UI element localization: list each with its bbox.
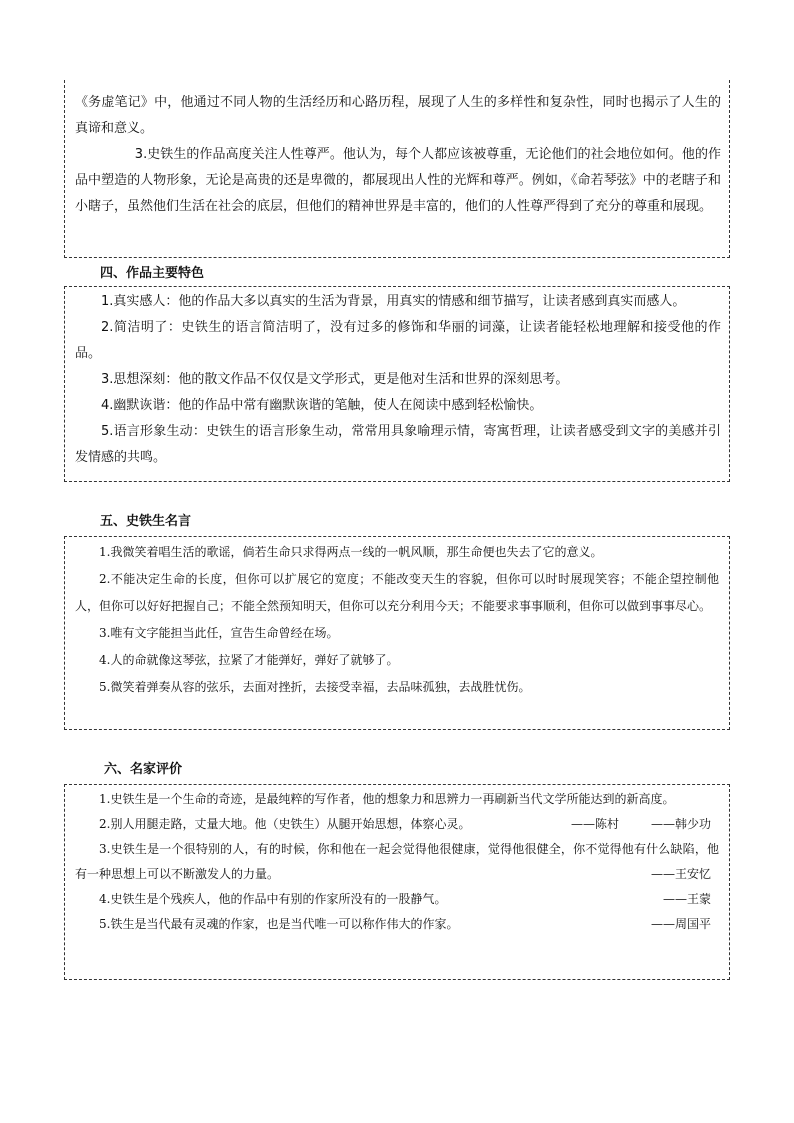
list-item [75, 887, 719, 912]
list-item: 5.微笑着弹奏从容的弦乐，去面对挫折，去接受幸福，去品味孤独，去战胜忧伤。 [99, 680, 531, 694]
section3-paragraph-3: 3.史铁生的作品高度关注人性尊严。他认为，每个人都应该被尊重，无论他们的社会地位如何。他的作品中塑造的人物形象，无论是高贵的还是卑微的，都展现出人性的光辉和尊严。例如，《命若琴弦》中的老瞎子和小瞎子，虽然他们生活在社会的底层，但他们的精神世界是丰富的，他们的人性尊严得到了充分的尊重和展现。 [75, 147, 721, 214]
section4-box [64, 286, 730, 482]
section3-paragraph-cont: 《务虚笔记》中，他通过不同人物的生活经历和心路历程，展现了人生的多样性和复杂性，同时也揭示了人生的真谛和意义。 [75, 95, 721, 136]
list-item: 3.唯有文字能担当此任，宣告生命曾经在场。 [99, 626, 339, 640]
quote-text: 5.铁生是当代最有灵魂的作家，也是当代唯一可以称作伟大的作家。 [99, 917, 459, 931]
quote-text: 2.别人用腿走路，丈量大地。他（史铁生）从腿开始思想，体察心灵。 [99, 817, 471, 831]
list-item: 1.我微笑着唱生活的歌谣，倘若生命只求得两点一线的一帆风顺，那生命便也失去了它的意义。 [99, 545, 603, 559]
list-item [75, 912, 719, 937]
list-item: 4.人的命就像这琴弦，拉紧了才能弹好，弹好了就够了。 [99, 653, 399, 667]
list-item: 4.幽默诙谐：他的作品中常有幽默诙谐的笔触，使人在阅读中感到轻松愉快。 [101, 398, 543, 413]
list-item: 3.思想深刻：他的散文作品不仅仅是文学形式，更是他对生活和世界的深刻思考。 [101, 372, 569, 387]
list-item: 2.简洁明了：史铁生的语言简洁明了，没有过多的修饰和华丽的词藻，让读者能轻松地理解和接受他的作品。 [75, 320, 721, 361]
list-item: 2.不能决定生命的长度，但你可以扩展它的宽度；不能改变天生的容貌，但你可以时时展现笑容；不能企望控制他人，但你可以好好把握自己；不能全然预知明天，但你可以充分利用今天；不能要求事事顺利，但你可以做到事事尽心。 [75, 572, 719, 613]
section3-box [64, 80, 730, 258]
list-item [75, 837, 719, 887]
section5-box [64, 536, 730, 730]
list-item: 1.真实感人：他的作品大多以真实的生活为背景，用真实的情感和细节描写，让读者感到真实而感人。 [101, 294, 686, 309]
quote-attribution: ——王蒙 [662, 892, 711, 906]
section6-box [64, 784, 730, 980]
section4-heading: 四、作品主要特色 [100, 266, 205, 281]
list-item: 5.语言形象生动：史铁生的语言形象生动，常常用具象喻理示情，寄寓哲理，让读者感受到文字的美感并引发情感的共鸣。 [75, 424, 721, 465]
quote-text: 1.史铁生是一个生命的奇迹，是最纯粹的写作者，他的想象力和思辨力一再刷新当代文学所能达到的新高度。 [99, 792, 675, 806]
section5-heading: 五、史铁生名言 [100, 514, 192, 529]
quote-text: 3.史铁生是一个很特别的人，有的时候，你和他在一起会觉得他很健康，觉得他很健全，你不觉得他有什么缺陷，他有一种思想上可以不断激发人的力量。 [75, 842, 719, 881]
quote-attribution: ——王安忆 [650, 867, 711, 881]
quote-attribution: ——陈村 [570, 817, 619, 831]
quote-text: 4.史铁生是个残疾人，他的作品中有别的作家所没有的一股静气。 [99, 892, 447, 906]
list-item [75, 812, 627, 837]
quote-attribution: ——韩少功 [650, 817, 711, 831]
section6-heading: 六、名家评价 [104, 762, 183, 777]
quote-attribution: ——周国平 [650, 917, 711, 931]
